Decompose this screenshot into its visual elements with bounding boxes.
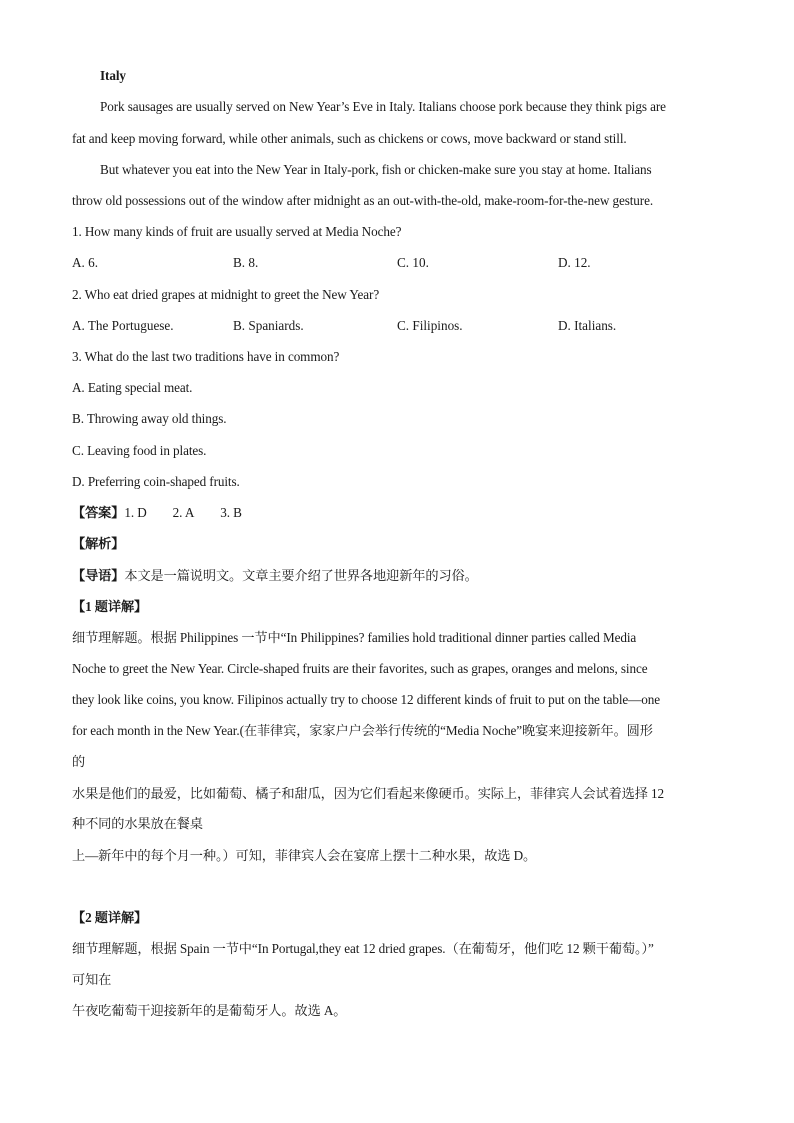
passage-paragraph-2-line-2: throw old possessions out of the window after midnight as an out-with-the-old, make-room-for-the-new gesture. <box>72 193 654 208</box>
q1-detail-line-8: 上—新年中的每个月一种。）可知，菲律宾人会在宴席上摆十二种水果，故选 D。 <box>72 848 537 863</box>
answer-line <box>72 504 242 522</box>
question-1-option-b: B. 8. <box>233 255 259 270</box>
question-2-option-c: C. Filipinos. <box>397 318 463 333</box>
passage-paragraph-2-line-1: But whatever you eat into the New Year in Italy-pork, fish or chicken-make sure you stay at home. Italians <box>100 162 652 177</box>
question-1-option-c: C. 10. <box>397 255 429 270</box>
q1-detail-tag: 【1 题详解】 <box>72 599 148 614</box>
question-1-option-a: A. 6. <box>72 255 99 270</box>
answer-item-3: 3. B <box>220 505 242 520</box>
q1-detail-line-7: 种不同的水果放在餐桌 <box>72 816 203 831</box>
question-3-option-b: B. Throwing away old things. <box>72 411 227 426</box>
intro-tag: 【导语】 <box>72 568 125 583</box>
q1-detail-line-6: 水果是他们的最爱，比如葡萄、橘子和甜瓜，因为它们看起来像硬币。实际上，菲律宾人会试着选择 12 <box>72 786 665 801</box>
question-3-stem: 3. What do the last two traditions have in common? <box>72 349 340 364</box>
q1-detail-line-3: they look like coins, you know. Filipinos actually try to choose 12 different kinds of fruit to put on the table—one <box>72 692 660 707</box>
q1-detail-line-4: for each month in the New Year.(在菲律宾，家家户户会举行传统的“Media Noche”晚宴来迎接新年。圆形 <box>72 723 653 738</box>
question-2-option-b: B. Spaniards. <box>233 318 304 333</box>
question-3-option-c: C. Leaving food in plates. <box>72 443 207 458</box>
q2-detail-line-1: 细节理解题，根据 Spain 一节中“In Portugal,they eat 12 dried grapes.（在葡萄牙，他们吃 12 颗干葡萄。）” <box>72 941 654 956</box>
analysis-tag: 【解析】 <box>72 536 125 551</box>
q2-detail-line-3: 午夜吃葡萄干迎接新年的是葡萄牙人。故选 A。 <box>72 1003 347 1018</box>
answer-item-2: 2. A <box>172 505 195 520</box>
answer-tag: 【答案】 <box>72 505 125 520</box>
question-3-option-a: A. Eating special meat. <box>72 380 193 395</box>
q1-detail-line-5: 的 <box>72 754 86 769</box>
intro-text: 本文是一篇说明文。文章主要介绍了世界各地迎新年的习俗。 <box>124 568 478 583</box>
question-2-option-a: A. The Portuguese. <box>72 318 174 333</box>
q1-detail-line-2: Noche to greet the New Year. Circle-shaped fruits are their favorites, such as grapes, oranges and melons, since <box>72 661 648 676</box>
q1-detail-line-1: 细节理解题。根据 Philippines 一节中“In Philippines? families hold traditional dinner parties called Media <box>72 630 637 645</box>
question-1-option-d: D. 12. <box>558 255 591 270</box>
q2-detail-line-2: 可知在 <box>72 972 112 987</box>
q2-detail-tag: 【2 题详解】 <box>72 910 148 925</box>
passage-paragraph-1-line-1: Pork sausages are usually served on New Year’s Eve in Italy. Italians choose pork because they think pigs are <box>100 99 666 114</box>
analysis-intro <box>72 567 478 585</box>
passage-heading: Italy <box>100 68 126 83</box>
question-2-option-d: D. Italians. <box>558 318 617 333</box>
passage-paragraph-1-line-2: fat and keep moving forward, while other animals, such as chickens or cows, move backward or stand still. <box>72 131 627 146</box>
answer-item-1: 1. D <box>124 505 147 520</box>
question-1-stem: 1. How many kinds of fruit are usually served at Media Noche? <box>72 224 402 239</box>
question-3-option-d: D. Preferring coin-shaped fruits. <box>72 474 240 489</box>
question-2-stem: 2. Who eat dried grapes at midnight to greet the New Year? <box>72 287 380 302</box>
